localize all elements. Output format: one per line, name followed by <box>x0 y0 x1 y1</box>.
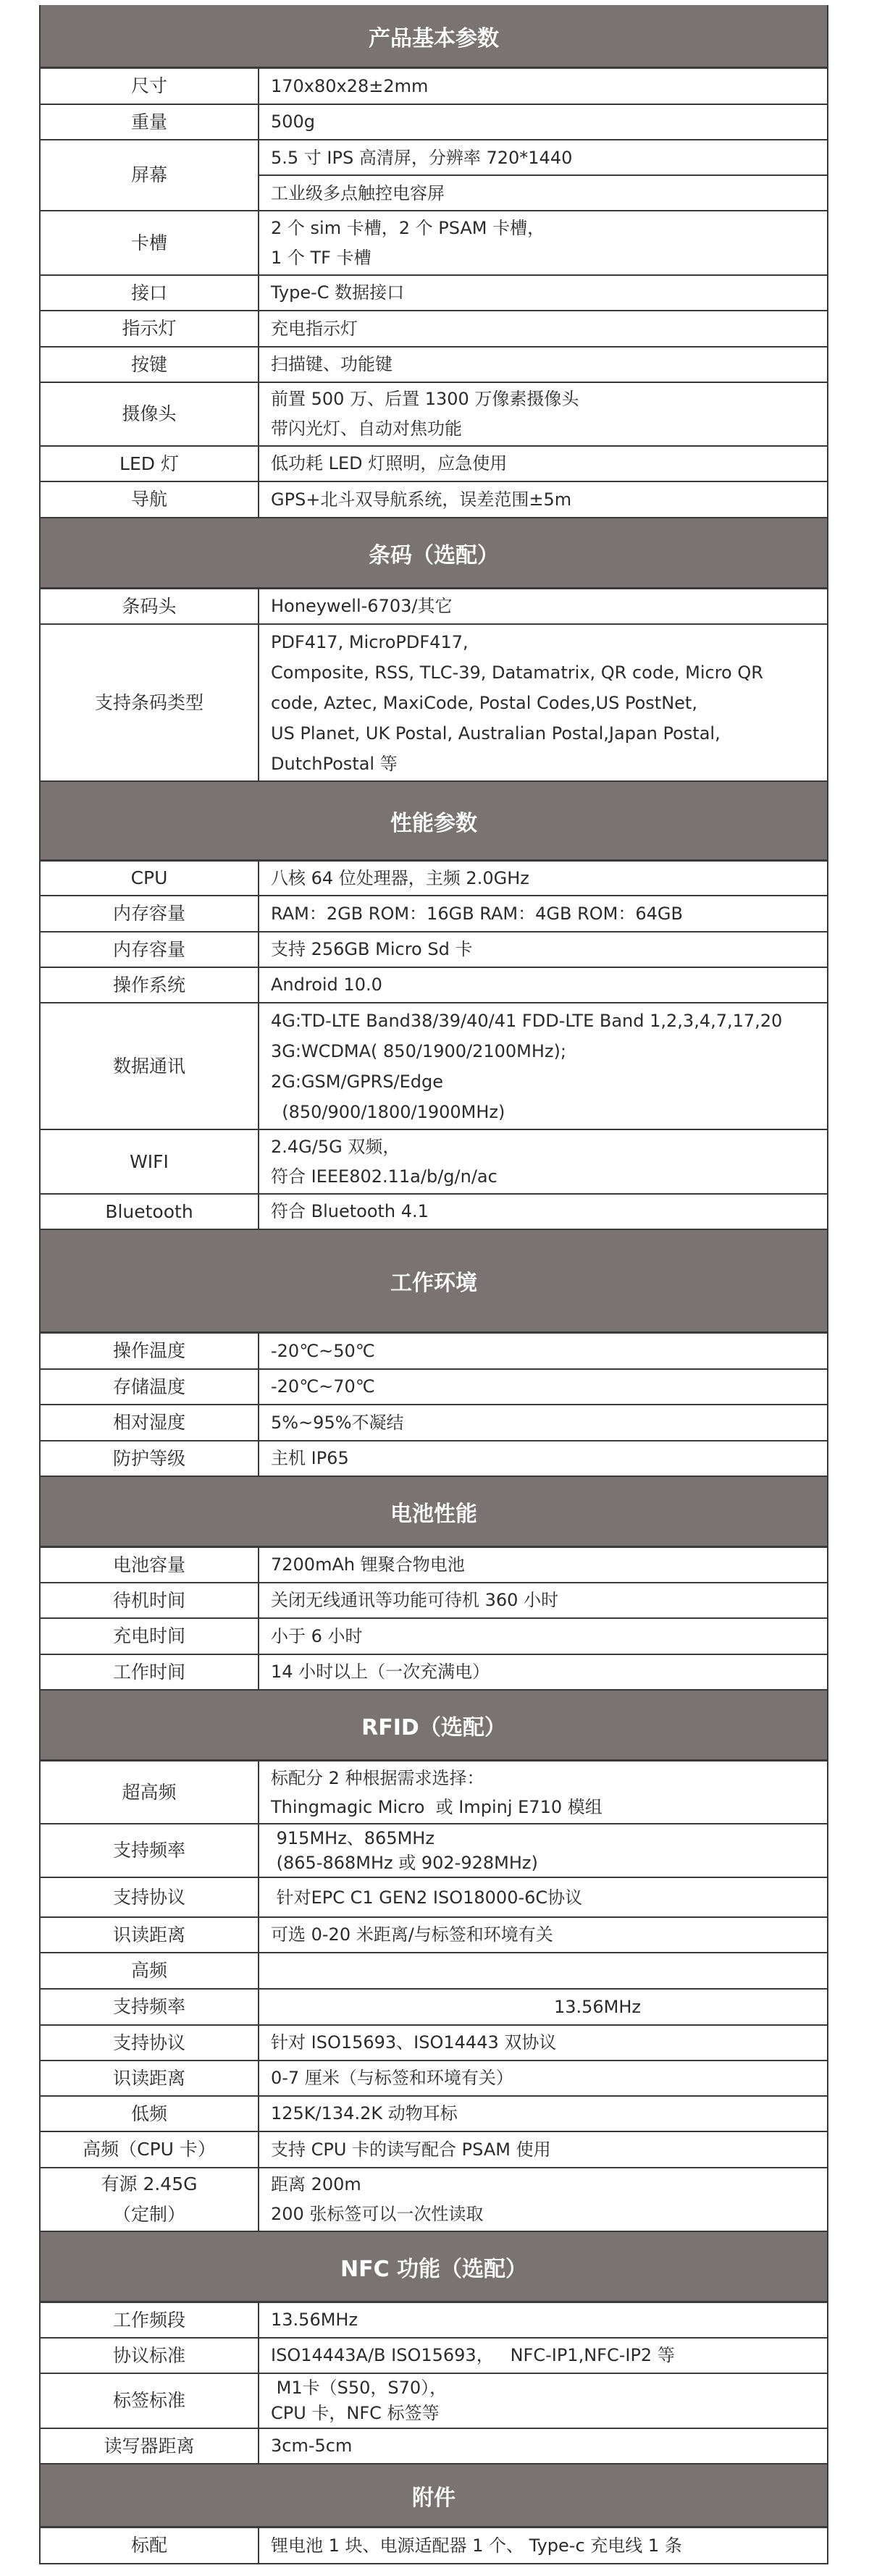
spec-label-text: 尺寸 <box>130 75 167 96</box>
spec-value-line: CPU 卡，NFC 标签等 <box>271 2403 440 2423</box>
spec-value-line: 1 个 TF 卡槽 <box>271 247 371 268</box>
spec-value <box>259 140 827 174</box>
spec-label <box>41 383 259 445</box>
spec-label <box>41 276 259 310</box>
spec-label <box>41 2339 259 2373</box>
spec-value <box>259 1619 827 1654</box>
spec-row <box>41 1548 827 1583</box>
spec-value <box>259 1334 827 1368</box>
spec-row <box>41 2303 827 2339</box>
spec-value-line: -20℃~70℃ <box>271 1376 375 1397</box>
spec-label-text: 卡槽 <box>130 232 167 253</box>
spec-label-text: 支持频率 <box>112 1996 185 2017</box>
spec-value-line: 八核 64 位处理器，主频 2.0GHz <box>271 868 529 888</box>
spec-value-line: Android 10.0 <box>271 975 382 995</box>
spec-value-line: 针对 ISO15693、ISO14443 双协议 <box>271 2032 557 2053</box>
spec-label <box>41 968 259 1002</box>
spec-value <box>259 1583 827 1617</box>
spec-label-text: 按键 <box>130 353 167 375</box>
spec-value-line: code, Aztec, MaxiCode, Postal Codes,US PostNet, <box>271 692 697 713</box>
spec-label-text: WIFI <box>130 1150 169 1172</box>
spec-label-text: 重量 <box>130 111 167 132</box>
spec-value-line: 125K/134.2K 动物耳标 <box>271 2103 458 2123</box>
spec-value-line: Type-C 数据接口 <box>271 282 405 303</box>
spec-value-line: 5.5 寸 IPS 高清屏，分辨率 720*1440 <box>271 147 573 168</box>
spec-value <box>259 2374 827 2428</box>
spec-label-text: 接口 <box>130 282 167 303</box>
spec-value <box>259 2097 827 2131</box>
spec-value-line: M1卡（S50，S70）， <box>271 2378 448 2398</box>
spec-label <box>41 1583 259 1617</box>
spec-label <box>41 1761 259 1823</box>
spec-label-text: 操作系统 <box>112 974 185 996</box>
spec-value <box>259 2026 827 2060</box>
spec-label-text: 充电时间 <box>112 1625 185 1646</box>
spec-label-text: 内存容量 <box>112 903 185 924</box>
spec-label <box>41 348 259 382</box>
spec-value-line: 5%~95%不凝结 <box>271 1413 404 1433</box>
spec-row <box>41 311 827 348</box>
spec-label <box>41 1619 259 1654</box>
spec-row <box>41 348 827 383</box>
spec-value <box>259 2429 827 2463</box>
spec-value-line: 带闪光灯、自动对焦功能 <box>271 418 462 439</box>
spec-label-text: 电池容量 <box>112 1554 185 1575</box>
spec-label <box>41 2061 259 2095</box>
spec-value <box>259 383 827 445</box>
spec-row <box>41 625 827 782</box>
spec-label-text: Bluetooth <box>105 1200 193 1222</box>
spec-label-text: 工作时间 <box>112 1661 185 1683</box>
spec-label-text: 超高频 <box>122 1781 177 1803</box>
spec-label-text: 支持条码类型 <box>94 691 203 713</box>
spec-label <box>41 2374 259 2428</box>
spec-label <box>41 482 259 517</box>
spec-label <box>41 1334 259 1368</box>
spec-label-text: LED 灯 <box>119 453 179 474</box>
spec-label <box>41 2026 259 2060</box>
spec-value <box>259 1990 827 2024</box>
section-header: 性能参数 <box>41 782 827 862</box>
spec-row <box>41 1405 827 1441</box>
spec-value-line: Composite, RSS, TLC-39, Datamatrix, QR code, Micro QR <box>271 662 763 683</box>
spec-value-line: 扫描键、功能键 <box>271 354 392 374</box>
spec-value-line: 14 小时以上（一次充满电） <box>271 1662 490 1682</box>
spec-value-line: 符合 Bluetooth 4.1 <box>271 1201 429 1221</box>
spec-label-text: 存储温度 <box>112 1376 185 1397</box>
spec-value <box>259 2303 827 2337</box>
spec-value-line: DutchPostal 等 <box>271 753 398 774</box>
spec-value-line: 主机 IP65 <box>271 1448 349 1468</box>
spec-value-line: 支持 256GB Micro Sd 卡 <box>271 939 473 959</box>
spec-value-line: 关闭无线通讯等功能可待机 360 小时 <box>271 1590 559 1610</box>
spec-row <box>41 1953 827 1990</box>
spec-value <box>259 968 827 1002</box>
spec-label-text: （定制） <box>112 2204 185 2225</box>
section-header: RFID（选配） <box>41 1691 827 1761</box>
spec-row <box>41 1824 827 1878</box>
spec-label-text: 防护等级 <box>112 1447 185 1469</box>
spec-row <box>41 2132 827 2168</box>
spec-label-text: 屏幕 <box>130 164 167 185</box>
spec-value <box>259 447 827 481</box>
section-header: 附件 <box>41 2465 827 2528</box>
spec-label-text: 相对湿度 <box>112 1412 185 1433</box>
spec-value-line: 前置 500 万、后置 1300 万像素摄像头 <box>271 389 579 409</box>
spec-label-text: 标配 <box>130 2535 167 2556</box>
spec-row <box>41 896 827 933</box>
spec-row <box>41 1761 827 1824</box>
spec-value-line: 可选 0-20 米距离/与标签和环境有关 <box>271 1924 553 1945</box>
spec-label <box>41 1953 259 1988</box>
spec-value-line: 小于 6 小时 <box>271 1626 363 1646</box>
spec-row <box>41 2097 827 2132</box>
spec-label <box>41 589 259 623</box>
spec-value-line: 4G:TD-LTE Band38/39/40/41 FDD-LTE Band 1,2,3,4,7,17,20 <box>271 1010 783 1031</box>
spec-label <box>41 69 259 104</box>
spec-value <box>259 1548 827 1582</box>
spec-label <box>41 105 259 139</box>
spec-row <box>41 1990 827 2026</box>
spec-value <box>259 2339 827 2373</box>
spec-value-line: 7200mAh 锂聚合物电池 <box>271 1554 465 1575</box>
spec-row <box>41 482 827 518</box>
spec-row <box>41 1918 827 1953</box>
spec-row <box>41 211 827 276</box>
spec-label <box>41 1003 259 1129</box>
spec-label <box>41 1130 259 1193</box>
spec-value-line: 2 个 sim 卡槽，2 个 PSAM 卡槽， <box>271 217 545 238</box>
spec-row <box>41 383 827 447</box>
spec-label <box>41 1548 259 1582</box>
spec-value-line: US Planet, UK Postal, Australian Postal,Japan Postal, <box>271 723 721 744</box>
spec-row <box>41 1334 827 1370</box>
spec-value-line: 标配分 2 种根据需求选择： <box>271 1767 484 1788</box>
spec-value-line: 915MHz、865MHz <box>271 1828 434 1848</box>
spec-label <box>41 1878 259 1916</box>
spec-label <box>41 2303 259 2337</box>
spec-label-text: 读写器距离 <box>104 2435 195 2457</box>
spec-label <box>41 2528 259 2563</box>
spec-label <box>41 862 259 895</box>
spec-label-text: 数据通讯 <box>112 1055 185 1077</box>
spec-row <box>41 589 827 625</box>
spec-label-text: 指示灯 <box>122 318 177 339</box>
section-header: 产品基本参数 <box>41 5 827 69</box>
spec-value-line: 充电指示灯 <box>271 319 358 339</box>
spec-value <box>259 348 827 382</box>
spec-label-text: 支持协议 <box>112 2032 185 2053</box>
spec-label-text: 协议标准 <box>112 2344 185 2366</box>
spec-value-line: 0-7 厘米（与标签和环境有关） <box>271 2068 513 2088</box>
spec-value <box>259 1195 827 1229</box>
spec-value <box>259 2061 827 2095</box>
spec-label <box>41 1441 259 1476</box>
spec-label-text: CPU <box>130 867 168 888</box>
spec-value-line: 距离 200m <box>271 2174 361 2194</box>
spec-value-line: 2.4G/5G 双频， <box>271 1136 400 1157</box>
spec-label <box>41 1370 259 1404</box>
spec-value <box>259 1918 827 1952</box>
spec-row <box>41 1583 827 1619</box>
spec-value-line: GPS+北斗双导航系统，误差范围±5m <box>271 489 572 510</box>
spec-value <box>259 1370 827 1404</box>
spec-row <box>41 2429 827 2465</box>
spec-label-text: 识读距离 <box>112 2067 185 2089</box>
spec-row <box>41 2026 827 2061</box>
spec-row <box>41 140 827 211</box>
spec-value <box>259 2528 827 2563</box>
spec-value-line: 支持 CPU 卡的读写配合 PSAM 使用 <box>271 2139 551 2160</box>
spec-value <box>259 276 827 310</box>
spec-label <box>41 896 259 931</box>
spec-row <box>41 2528 827 2564</box>
spec-value <box>259 2132 827 2167</box>
spec-label <box>41 2429 259 2463</box>
spec-label <box>41 1824 259 1877</box>
spec-value-line: 3G:WCDMA( 850/1900/2100MHz); <box>271 1040 566 1061</box>
spec-value-line: Honeywell-6703/其它 <box>271 596 453 616</box>
spec-label-text: 操作温度 <box>112 1340 185 1361</box>
spec-value-line: 3cm-5cm <box>271 2436 353 2456</box>
spec-label <box>41 1990 259 2024</box>
spec-value <box>259 1441 827 1476</box>
spec-label <box>41 2097 259 2131</box>
section-header: 条码（选配） <box>41 518 827 589</box>
spec-row <box>41 862 827 896</box>
spec-table <box>39 5 828 2564</box>
spec-value-line: 工业级多点触控电容屏 <box>271 182 445 203</box>
spec-value <box>259 1824 827 1877</box>
spec-value-line: Thingmagic Micro 或 Impinj E710 模组 <box>271 1796 603 1817</box>
spec-value-line: 符合 IEEE802.11a/b/g/n/ac <box>271 1166 498 1187</box>
spec-label <box>41 211 259 274</box>
spec-row <box>41 105 827 140</box>
spec-row <box>41 2339 827 2374</box>
spec-label-text: 识读距离 <box>112 1924 185 1945</box>
spec-row <box>41 276 827 311</box>
spec-row <box>41 1619 827 1655</box>
spec-label-text: 有源 2.45G <box>101 2173 198 2194</box>
spec-row <box>41 1370 827 1405</box>
spec-label-text: 支持频率 <box>112 1840 185 1861</box>
section-header: NFC 功能（选配） <box>41 2232 827 2303</box>
spec-row <box>41 69 827 105</box>
spec-label <box>41 933 259 967</box>
spec-value <box>259 862 827 895</box>
spec-row <box>41 933 827 968</box>
spec-value-line: 170x80x28±2mm <box>271 76 429 96</box>
spec-row <box>41 2374 827 2429</box>
spec-value <box>259 211 827 274</box>
spec-value-line: 13.56MHz <box>271 2310 358 2330</box>
spec-label <box>41 625 259 780</box>
spec-label <box>41 1918 259 1952</box>
spec-label-text: 工作频段 <box>112 2309 185 2331</box>
spec-row <box>41 1195 827 1230</box>
spec-value-line: RAM：2GB ROM：16GB RAM：4GB ROM：64GB <box>271 904 683 924</box>
spec-label-text: 支持协议 <box>112 1886 185 1908</box>
spec-value <box>259 105 827 139</box>
spec-value <box>259 174 827 210</box>
spec-label <box>41 1195 259 1229</box>
spec-label-text: 待机时间 <box>112 1589 185 1611</box>
spec-label <box>41 447 259 481</box>
spec-value <box>259 482 827 517</box>
spec-label-text: 高频（CPU 卡） <box>83 2139 216 2160</box>
section-header: 工作环境 <box>41 1230 827 1334</box>
spec-label <box>41 1405 259 1440</box>
spec-label-text: 高频 <box>130 1960 167 1981</box>
spec-value <box>259 1003 827 1129</box>
spec-value <box>259 1761 827 1823</box>
spec-value-line: 锂电池 1 块、电源适配器 1 个、 Type-c 充电线 1 条 <box>271 2535 682 2556</box>
spec-value <box>259 1878 827 1916</box>
spec-value-line: 低功耗 LED 灯照明，应急使用 <box>271 453 508 473</box>
spec-row <box>41 2061 827 2097</box>
spec-value <box>259 933 827 967</box>
spec-value <box>259 69 827 104</box>
spec-row <box>41 1441 827 1477</box>
spec-value-line: PDF417, MicroPDF417, <box>271 631 469 652</box>
spec-row <box>41 2168 827 2232</box>
section-header: 电池性能 <box>41 1477 827 1548</box>
spec-value-line: 13.56MHz <box>553 1997 642 2017</box>
spec-value <box>259 1655 827 1689</box>
spec-value <box>259 1953 827 1988</box>
spec-value <box>259 311 827 346</box>
spec-label-text: 条码头 <box>122 595 177 617</box>
spec-value <box>259 1130 827 1193</box>
spec-label <box>41 140 259 210</box>
spec-label-text: 低频 <box>130 2103 167 2124</box>
spec-value-line: 500g <box>271 111 316 132</box>
spec-row <box>41 447 827 482</box>
spec-value-line: -20℃~50℃ <box>271 1341 375 1361</box>
spec-value <box>259 1405 827 1440</box>
spec-value <box>259 589 827 623</box>
spec-value-line: 针对EPC C1 GEN2 ISO18000-6C协议 <box>271 1887 583 1908</box>
spec-row <box>41 1003 827 1130</box>
spec-row <box>41 968 827 1003</box>
spec-value-line: (850/900/1800/1900MHz) <box>271 1101 505 1122</box>
spec-value-line: 2G:GSM/GPRS/Edge <box>271 1071 444 1092</box>
spec-row <box>41 1655 827 1691</box>
spec-label-text: 导航 <box>130 489 167 510</box>
spec-value <box>259 896 827 931</box>
spec-label <box>41 311 259 346</box>
spec-value <box>259 2168 827 2231</box>
spec-label <box>41 2132 259 2167</box>
spec-value <box>259 625 827 780</box>
spec-row <box>41 1878 827 1918</box>
spec-row <box>41 1130 827 1195</box>
spec-value-line: 200 张标签可以一次性读取 <box>271 2204 484 2224</box>
spec-label-text: 内存容量 <box>112 938 185 960</box>
spec-label-text: 摄像头 <box>122 403 177 424</box>
spec-value-line: (865-868MHz 或 902-928MHz) <box>271 1853 538 1873</box>
spec-label-text: 标签标准 <box>112 2390 185 2411</box>
spec-value-line: ISO14443A/B ISO15693， NFC-IP1,NFC-IP2 等 <box>271 2345 675 2365</box>
spec-label <box>41 2168 259 2231</box>
spec-label <box>41 1655 259 1689</box>
